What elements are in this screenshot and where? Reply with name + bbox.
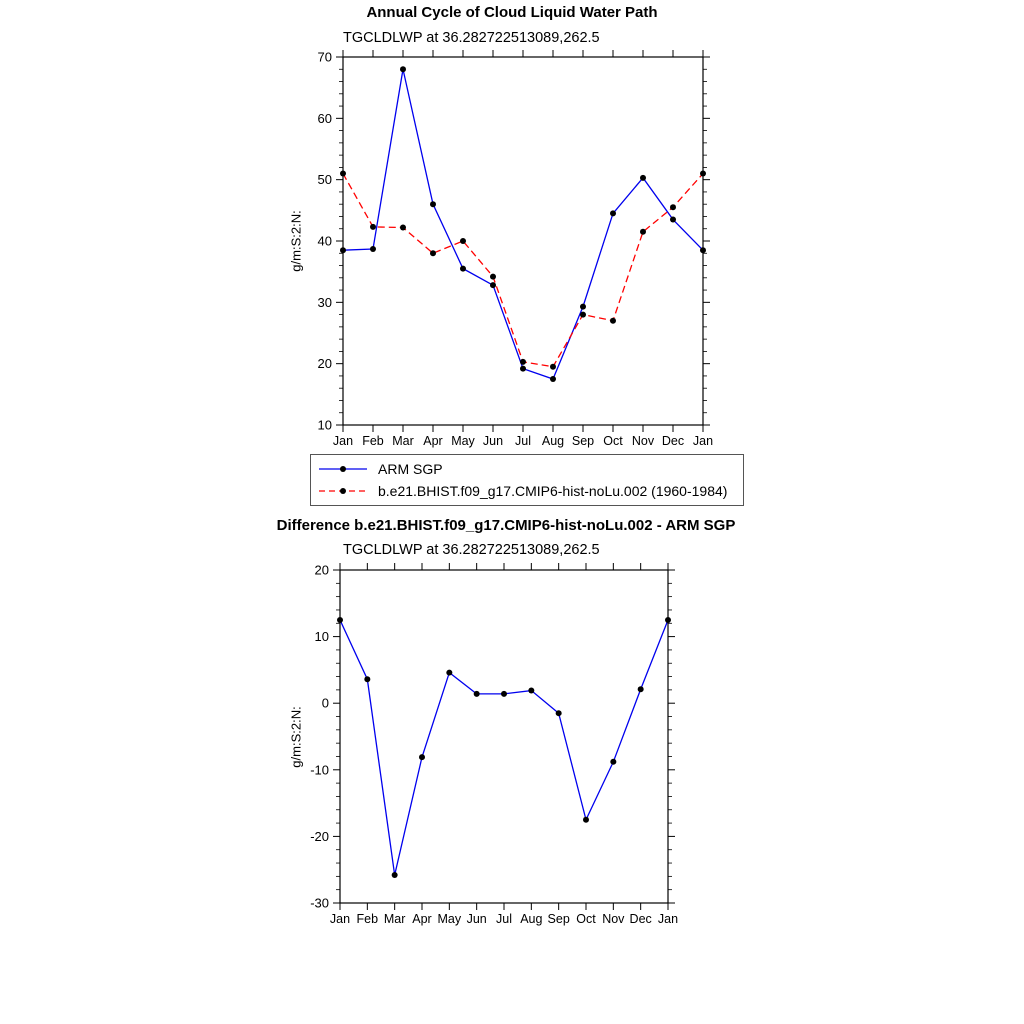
- svg-text:Oct: Oct: [603, 434, 623, 448]
- svg-text:Dec: Dec: [629, 912, 652, 926]
- svg-text:Jan: Jan: [332, 434, 354, 448]
- svg-text:Feb: Feb: [362, 434, 384, 448]
- svg-text:Mar: Mar: [392, 434, 414, 448]
- top-chart-y-axis-label: g/m:S:2:N:: [288, 210, 304, 272]
- svg-text:Jan: Jan: [657, 912, 679, 926]
- svg-text:-10: -10: [310, 762, 329, 778]
- svg-text:Sep: Sep: [571, 434, 595, 448]
- svg-text:Apr: Apr: [423, 434, 443, 448]
- svg-text:Oct: Oct: [576, 912, 596, 926]
- legend-line-sample-solid-blue: [317, 462, 369, 476]
- svg-text:Aug: Aug: [520, 912, 543, 926]
- svg-text:70: 70: [317, 49, 332, 65]
- svg-text:Nov: Nov: [631, 434, 655, 448]
- svg-text:Jul: Jul: [515, 434, 531, 448]
- svg-text:Aug: Aug: [541, 434, 565, 448]
- legend-item-arm-sgp: [311, 458, 743, 480]
- svg-text:0: 0: [321, 695, 329, 711]
- svg-text:60: 60: [317, 110, 332, 126]
- svg-text:Jun: Jun: [466, 912, 487, 926]
- top-chart-plot-area: [318, 50, 714, 449]
- top-chart-subtitle: TGCLDLWP at 36.282722513089,262.5: [343, 30, 600, 46]
- svg-text:May: May: [437, 912, 462, 926]
- svg-text:50: 50: [317, 172, 332, 188]
- bottom-chart-subtitle: TGCLDLWP at 36.282722513089,262.5: [343, 542, 600, 558]
- svg-text:20: 20: [314, 562, 329, 578]
- svg-text:Nov: Nov: [602, 912, 625, 926]
- bottom-chart-plot-area: [310, 563, 678, 927]
- svg-text:10: 10: [314, 629, 329, 645]
- svg-text:-30: -30: [310, 895, 329, 911]
- svg-text:10: 10: [317, 417, 332, 433]
- bottom-chart-title: Difference b.e21.BHIST.f09_g17.CMIP6-hist-noLu.002 - ARM SGP: [276, 517, 736, 534]
- svg-text:20: 20: [317, 356, 332, 372]
- svg-text:Jan: Jan: [692, 434, 714, 448]
- svg-text:Sep: Sep: [547, 912, 570, 926]
- svg-text:Mar: Mar: [383, 912, 406, 926]
- legend-item-model-run: [311, 480, 743, 502]
- svg-text:40: 40: [317, 233, 332, 249]
- svg-text:Jun: Jun: [482, 434, 504, 448]
- svg-text:Feb: Feb: [356, 912, 379, 926]
- svg-text:May: May: [451, 434, 475, 448]
- svg-text:Jul: Jul: [496, 912, 512, 926]
- svg-text:Jan: Jan: [329, 912, 351, 926]
- svg-text:Apr: Apr: [412, 912, 432, 926]
- legend-line-sample-dashed-red: [317, 484, 369, 498]
- legend-label-arm-sgp: ARM SGP: [378, 461, 443, 477]
- svg-text:-20: -20: [310, 828, 329, 844]
- bottom-chart-y-axis-label: g/m:S:2:N:: [288, 706, 304, 768]
- legend-label-model-run: b.e21.BHIST.f09_g17.CMIP6-hist-noLu.002 (1960-1984): [378, 483, 728, 499]
- svg-text:Dec: Dec: [661, 434, 685, 448]
- top-chart-title: Annual Cycle of Cloud Liquid Water Path: [366, 4, 658, 21]
- legend-box: [310, 454, 744, 506]
- svg-text:30: 30: [317, 294, 332, 310]
